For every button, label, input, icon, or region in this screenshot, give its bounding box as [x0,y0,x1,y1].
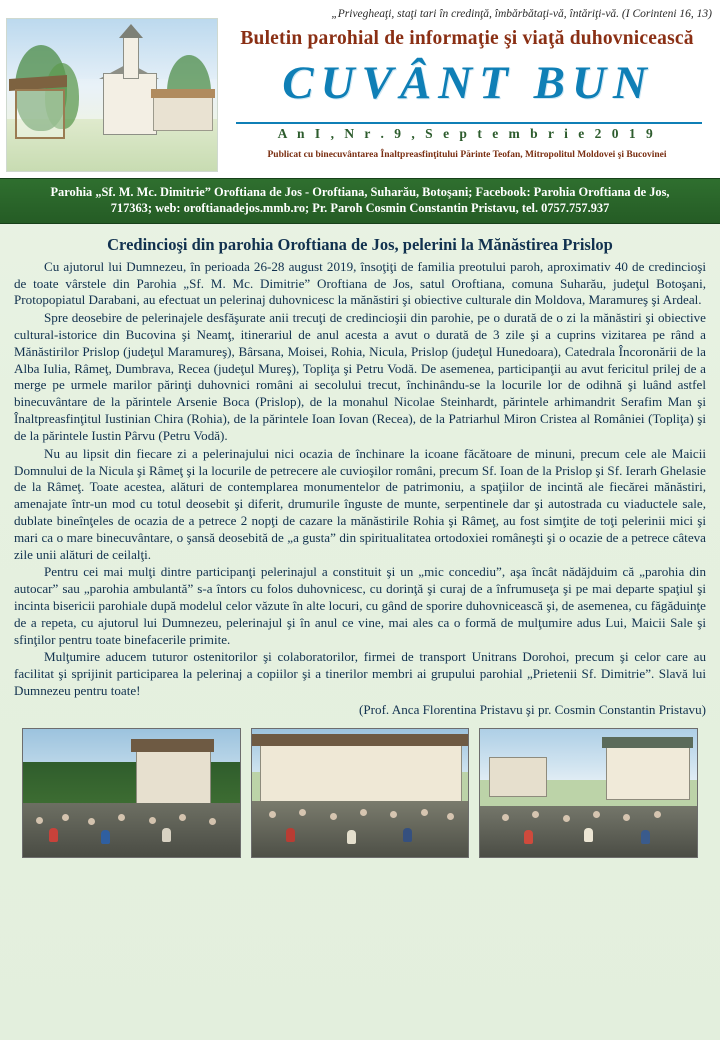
photo-roof [252,734,469,746]
church-icon [103,73,157,135]
photo-person [162,828,171,842]
article-paragraph: Spre deosebire de pelerinajele desfăşurate anii trecuţi de credincioşii din parohie, pe o durată de o zi la mănăstiri şi obiective cultural-istorice din Bucovina şi Neamţ, itinerariul de anul acesta a avut o durată de 3 zile şi a cuprins vizitarea pe rând a Mănăstirilor Prislop (judeţul Maramureş), Bârsana, Moisei, Rohia, Nicula, Prislop (judeţul Hunedoara), Catedrala Încoronării de la Alba Iulia, Râmeţ, Dumbrava, Recea (judeţul Mureş), Topliţa şi Petru Vodă. De asemenea, participanţii au avut fericitul prilej de a merge pe urmele marilor părinţi duhovnici români ai secolului trecut, închinându-se la locurile lor de odihnă şi luând astfel binecuvântare de la părintele Arsenie Boca (Prislop), de la monahul Nicolae Steinhardt, părintele arhimandrit Serafim Man şi Înaltpreasfinţitul Iustinian Chira (Rohia), de la părintele Ioan Iovan (Recea), de la Patriarhul Miron Cristea al României (Topliţa) şi de la părintele Iustin Pârvu (Petru Vodă). [14,310,706,443]
photo-person [149,817,156,824]
parish-contact-bar [0,178,720,224]
parish-contact-line-1: Parohia „Sf. M. Mc. Dimitrie” Oroftiana de Jos - Oroftiana, Suharău, Botoşani; Facebook: Parohia Oroftiana de Jos, [50,185,670,199]
gate-icon [15,89,65,139]
photo-person [49,828,58,842]
photo-person [179,814,186,821]
article-signature: (Prof. Anca Florentina Pristavu şi pr. Cosmin Constantin Pristavu) [359,701,706,717]
photo-person [584,828,593,842]
page-title: CUVÂNT BUN [282,57,654,109]
photo-person [286,828,295,842]
photo-person [62,814,69,821]
article-paragraph: Nu au lipsit din fiecare zi a pelerinajului nici ocazia de închinare la icoane făcătoare de minuni, precum cele ale Maicii Domnului de la Nicula şi Râmeţ şi la locurile de petrecere ale cuvioşilor români, precum Sf. Ioan de la Prislop şi Sf. Ierarh Ghelasie de la Râmeţ. Toate acestea, alături de contemplarea monumentelor de patrimoniu, a spaţiilor de incintă ale fiecărei mănăstiri, amenajate într-un mod cu totul deosebit şi diferit, drumurile înguste de munte, serpentinele dar şi autostrada cu viaductele sale, dublate bineînţeles de ocazia de a petrece 2 nopţi de cazare la mănăstirile Rohia şi Râmeţ, au fost simţite de toţi pelerinii mici şi mari ca o mare binecuvântare, o şansă deosebită de „a gusta” din spiritualitatea ortodoxiei româneşti şi o ocazie de a petrece câteva zile unii alături de ceilalţi. [14,445,706,562]
photo-person [347,830,356,844]
photo-person [524,830,533,844]
article-title: Credincioşi din parohia Oroftiana de Jos, pelerini la Mănăstirea Prislop [107,234,613,254]
parish-contact-line-2: 717363; web: oroftianadejos.mmb.ro; Pr. Paroh Cosmin Constantin Pristavu, tel. 0757.757.937 [110,201,610,216]
photo-person [502,814,509,821]
photo-person [563,815,570,822]
article-paragraph: Pentru cei mai mulţi dintre participanţi pelerinajul a constituit şi un „mic concediu”, aşa încât nădăjduim că „parohia din autocar” sau „parohia ambulantă” s-a întors cu folos duhovnicesc, cu dorinţă şi curaj de a înfrumuseţa şi pe mai departe spaţiul şi incinta bisericii parohiale după modelul celor văzute în alte locuri, cu gând de sporire duhovnicească şi, de asemenea, cu făgăduinţe de a repeta, cu ajutorul lui Dumnezeu, pelerinajul şi în anul ce vine, mai ales ca o formă de mulţumire adus Lui, Maicii Sale şi sfinţilor pentru toate binefacerile primite. [14,564,706,647]
photo-row [0,718,720,858]
photo-person [641,830,650,844]
article [0,224,720,718]
monastery-building [153,97,213,131]
photo-person [403,828,412,842]
monastery-drawing [6,18,218,172]
masthead-quote: „Privegheaţi, staţi tari în credinţă, îmbărbătaţi-vă, întăriţi-vă. (I Corinteni 16, 13) [331,8,712,20]
photo-person [360,809,367,816]
photo-group-monastery-courtyard [479,728,698,858]
photo-person [421,809,428,816]
photo-building [489,757,547,797]
photo-roof [602,737,693,749]
photo-roof [131,739,213,752]
photo-person [88,818,95,825]
bell-tower-icon [123,37,139,79]
masthead-divider [236,122,702,124]
photo-person [36,817,43,824]
photo-crowd [252,801,469,857]
photo-group-monastery-tower [22,728,241,858]
issue-line: A n I , N r . 9 , S e p t e m b r i e 2 0 1 9 [277,126,657,141]
photo-building [606,747,690,800]
photo-person [330,813,337,820]
article-paragraph: Mulţumire aducem tuturor ostenitorilor şi colaboratorilor, firmei de transport Unitrans Dorohoi, precum şi celor care au facilitat şi sprijinit participarea la pelerinaj a copiilor şi a tinerilor membri ai grupului parohial „Prietenii Sf. Dimitrie”. Slavă lui Dumnezeu pentru toate! [14,649,706,699]
blessing-line: Publicat cu binecuvântarea Înaltpreasfinţitului Părinte Teofan, Mitropolitul Moldovei şi Bucovinei [267,150,667,160]
photo-person [447,813,454,820]
photo-group-church-entrance [251,728,470,858]
masthead [0,0,720,178]
photo-person [101,830,110,844]
article-paragraph: Cu ajutorul lui Dumnezeu, în perioada 26-28 august 2019, însoţiţi de familia preotului paroh, aproximativ 40 de credincioşi de toate vârstele din Parohia „Sf. M. Mc. Dimitrie” Oroftiana de Jos, satul Oroftiana, comuna Suharău, judeţul Botoşani, Protopopiatul Darabani, au efectuat un pelerinaj duhovnicesc la mănăstiri şi obiective culturale din Moldova, Maramureş şi Ardeal. [14,258,706,308]
masthead-subtitle: Buletin parohial de informaţie şi viaţă duhovnicească [240,28,694,49]
photo-building [136,749,212,807]
